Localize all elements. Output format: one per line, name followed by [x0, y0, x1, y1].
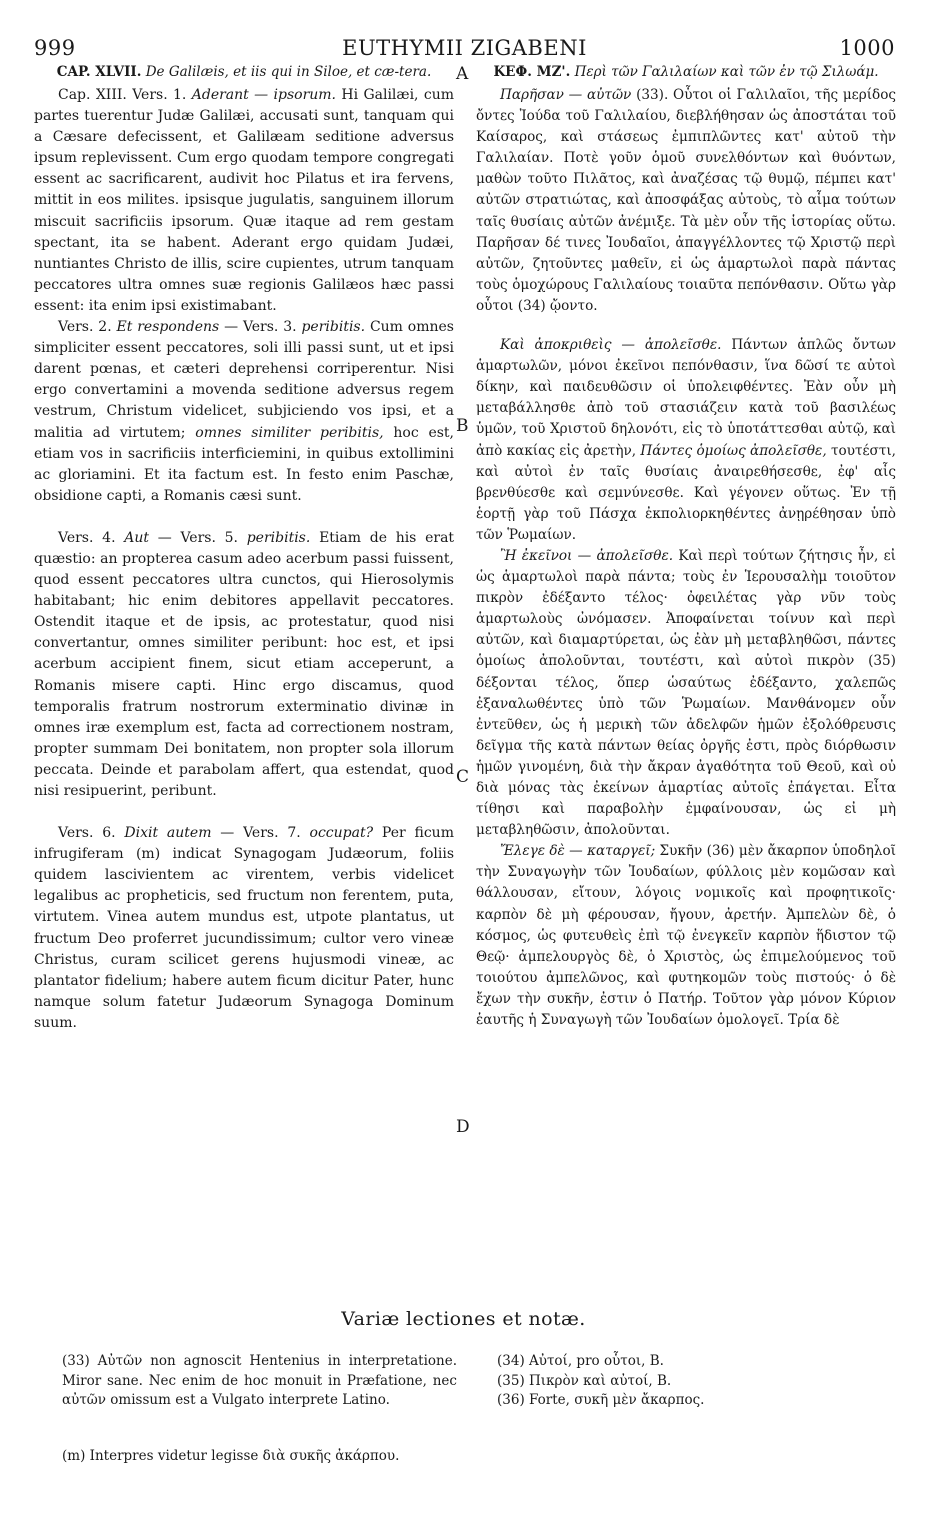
- greek-lemma: Καὶ ἀποκριθεὶς — ἀπολεῖσθε.: [500, 337, 722, 354]
- greek-column: [476, 64, 896, 1031]
- page-number-right: 1000: [839, 36, 895, 60]
- latin-chapter-title: De Galilæis, et iis qui in Siloe, et cæ-tera.: [145, 64, 432, 80]
- latin-verse-ref: Vers. 6.: [58, 825, 116, 842]
- latin-verse-ref: Vers. 2.: [58, 319, 112, 336]
- greek-lemma: Ἢ ἐκεῖνοι — ἀπολεῖσθε.: [500, 547, 674, 564]
- greek-text: τουτέστι, καὶ αὐτοὶ ἐν ταῖς θυσίαις ἀναιρεθήσεσθε, ἐφ' αἷς βρενθύεσθε καὶ σεμνύνεσθε. Καὶ γέγονεν οὕτως. Ἐν τῇ ἑορτῇ γὰρ τοῦ Πάσχα ἐκπολιορκηθέντες ἀνῃρέθησαν ὑπὸ τῶν Ῥωμαίων.: [476, 442, 896, 543]
- latin-lemma: Aut: [124, 529, 150, 546]
- notes-heading: Variæ lectiones et notæ.: [341, 1308, 586, 1330]
- section-marker-a: A: [456, 64, 469, 84]
- section-marker-b: B: [456, 416, 469, 436]
- greek-chapter-number: ΚΕΦ. ΜΖ'.: [493, 64, 571, 80]
- latin-text: hoc est, etiam vos in sacrificiis interficiemini, in quibus extollimini ac gloriamini. Et ita factum est. In festo enim Paschæ, obsidione capti, a Romanis cæsi sunt.: [34, 424, 454, 504]
- latin-paragraph-4: [34, 823, 454, 1034]
- latin-text: Etiam de his erat quæstio: an propterea casum adeo acerbum passi fuissent, quod essent peccatores ultra cunctos, qui Hierosolymis habitabant; hic enim debitores appellavit peccatores. Ostendit itaque et de ipsis, ac protestatur, quod nisi convertantur, omnes similiter peribunt: hoc est, et ipsi acerbum accipient finem, sicut etiam acceperunt, a Romanis misere capti. Hinc ergo discamus, quod temporalis fratrum nostrorum exterminatio divinæ in omnes iræ exemplum est, facta ad correctionem nostram, propter summam Dei bonitatem, non propter sola illorum peccata. Deinde et parabolam affert, qua estendat, quod nisi resipuerint, peribunt.: [34, 529, 455, 799]
- latin-paragraph-2: [34, 317, 454, 507]
- footnote-m: (m) Interpres videtur legisse διὰ συκῆς ἀκάρπου.: [62, 1448, 400, 1464]
- greek-text: (33). Οὗτοι οἱ Γαλιλαῖοι, τῆς μερίδος ὄντες Ἰούδα τοῦ Γαλιλαίου, διεβλήθησαν ὡς ἀποστάται τοῦ Καίσαρος, καὶ στάσεως ἐμπιπλῶντες κατ' αὐτοῦ τὴν Γαλιλαίαν. Ποτὲ γοῦν ὁμοῦ συνελθόντων καὶ θυόντων, μαθὼν τοῦτο Πιλᾶτος, καὶ ἀναζέσας τῷ θυμῷ, πέμπει κατ' αὐτῶν στρατιώτας, καὶ ἀποσφάξας αὐτοὺς, τὸ αἷμα τούτων ταῖς θυσίαις αὐτῶν ἀνέμιξε. Τὰ μὲν οὖν τῆς ἱστορίας οὕτω. Παρῆσαν δέ τινες Ἰουδαῖοι, ἀπαγγέλλοντες τῷ Χριστῷ περὶ αὐτῶν, ζητοῦντες μαθεῖν, εἰ ὡς ἁμαρτωλοὶ παρὰ πάντας τοὺς ὁμοχώρους Γαλιλαίους τοιαῦτα πεπόνθασιν. Οὕτω γὰρ οὗτοι (34) ᾤοντο.: [476, 87, 896, 314]
- greek-text: Πάντων ἁπλῶς ὄντων ἁμαρτωλῶν, μόνοι ἐκεῖνοι πεπόνθασιν, ἵνα δῶσί τε αὐτοὶ δίκην, καὶ παιδευθῶσιν οἱ ὑπολειφθέντες. Ἐὰν οὖν μὴ μεταβάλλησθε ἀπὸ τοῦ στασιάζειν κατὰ τοῦ βασιλέως ὑμῶν, τοῦ Χριστοῦ δηλονότι, εἰς τὸ ὑποτάττεσθαι αὐτῷ, καὶ ἀπὸ κακίας εἰς ἀρετὴν,: [476, 337, 896, 459]
- greek-quote: Πάντες ὁμοίως ἀπολεῖσθε,: [640, 442, 827, 459]
- latin-paragraph-3: [34, 528, 454, 802]
- notes-right-column: [497, 1352, 897, 1411]
- note-36: (36) Forte, συκῆ μὲν ἄκαρπος.: [497, 1392, 705, 1408]
- latin-verse-ref: — Vers. 5.: [157, 529, 238, 546]
- latin-lemma: peribitis.: [246, 529, 311, 546]
- latin-text: Cum omnes simpliciter essent peccatores, soli illi passi sunt, ut et ipsi darent pœnas, et cæteri deprehensi corriperentur. Nisi ergo convertamini a movenda seditione adversus regem vestrum, Christum videlicet, subjiciendo vos ipsi, et a malitia ad virtutem;: [34, 319, 454, 441]
- note-35: (35) Πικρὸν καὶ αὐτοί, B.: [497, 1372, 672, 1389]
- greek-text: Συκῆν (36) μὲν ἄκαρπον ὑποδηλοῖ τὴν Συναγωγὴν τῶν Ἰουδαίων, φύλλοις μὲν κομῶσαν καὶ θάλλουσαν, εἴτουν, λόγοις νομικοῖς καὶ προφητικοῖς· καρπὸν δὲ μὴ φέρουσαν, ἤγουν, ἀρετήν. Ἀμπελὼν δὲ, ὁ κόσμος, ὡς φυτευθεὶς ἐπὶ τῷ ἐνεγκεῖν καρπὸν ἥδιστον τῷ Θεῷ· ἀμπελουργὸς δὲ, ὁ Χριστὸς, ὡς ἐπιμελούμενος τοῦ τοιούτου ἀμπελῶνος, καὶ φυτηκομῶν τοὺς πιστούς· ὁ δὲ ἔχων τὴν συκῆν, ἐστιν ὁ Πατήρ. Τοῦτον γὰρ μόνον Κύριον ἑαυτῆς ἡ Συναγωγὴ τῶν Ἰουδαίων ὁμολογεῖ. Τρία δὲ: [476, 843, 897, 1029]
- latin-chapter-number: CAP. XLVII.: [56, 64, 142, 80]
- greek-paragraph-3: [476, 546, 896, 841]
- latin-chapter-heading: [34, 64, 454, 81]
- latin-verse-ref: Vers. 4.: [58, 529, 116, 546]
- latin-lemma: occupat?: [309, 825, 374, 842]
- latin-quote: omnes similiter peribitis,: [195, 424, 384, 441]
- latin-lemma: Dixit autem: [124, 825, 212, 842]
- latin-paragraph-1: [34, 85, 454, 317]
- notes-left-column: [62, 1352, 457, 1411]
- latin-verse-ref: Cap. XIII. Vers. 1.: [58, 87, 187, 103]
- section-marker-d: D: [456, 1117, 470, 1137]
- running-header: [34, 36, 895, 62]
- greek-paragraph-4: [476, 841, 896, 1031]
- note-34: (34) Αὐτοί, pro οὗτοι, B.: [497, 1353, 664, 1369]
- greek-chapter-heading: [476, 64, 896, 81]
- latin-lemma: peribitis.: [301, 319, 366, 336]
- latin-verse-ref: — Vers. 3.: [224, 319, 297, 336]
- latin-lemma: Et respondens: [116, 319, 220, 336]
- greek-lemma: Ἔλεγε δὲ — καταργεῖ;: [500, 843, 656, 860]
- running-title: EUTHYMII ZIGABENI: [342, 36, 587, 60]
- latin-verse-ref: — Vers. 7.: [220, 825, 301, 842]
- latin-text: Hi Galilæi, cum partes tuerentur Judæ Galilæi, accusati sunt, tanquam qui a Cæsare defecissent, et Galilæam seditione adversus ipsum replevissent. Cum ergo quodam tempore congregati essent ac sacrificarent, audivit hoc Pilatus et ira fervens, mittit in eos milites. ipsisque jugulatis, sanguinem illorum miscuit sacrificiis ipsorum. Quæ itaque ad rem gestam spectant, ita se habent. Aderant ergo quidam Judæi, nuntiantes Christo de illis, scire cupientes, utrum tanquam peccatores ultra omnes suæ regionis Galilæos hæc passi essent: ita enim ipsi existimabant.: [34, 87, 454, 314]
- greek-paragraph-1: [476, 85, 896, 317]
- latin-lemma: Aderant — ipsorum.: [191, 87, 337, 103]
- latin-text: Per ficum infrugiferam (m) indicat Synagogam Judæorum, foliis quidem lascivientem ac virentem, verbis videlicet legalibus ac propheticis, sed fructum non ferentem, puta, virtutem. Vinea autem mundus est, utpote plantatus, ut fructum Deo proferret jucundissimum; cultor vero vineæ Christus, curam scilicet gerens hujusmodi vineæ, ac plantator fidelium; habere autem ficum dicitur Pater, hunc namque solum fatetur Judæorum Synagoga Dominum suum.: [34, 825, 454, 1031]
- greek-lemma: Παρῆσαν — αὐτῶν: [500, 87, 632, 103]
- greek-text: Καὶ περὶ τούτων ζήτησις ἦν, εἰ ὡς ἁμαρτωλοὶ παρὰ πάντα; τοὺς ἐν Ἱερουσαλὴμ τοιοῦτον πικρὸν ἐδέξαντο τέλος· ὀφειλέτας γὰρ νῦν τοὺς ἁμαρτωλοὺς ὠνόμασεν. Ἀποφαίνεται τοίνυν καὶ περὶ αὐτῶν, καὶ διαμαρτύρεται, ὡς ἐὰν μὴ μεταβληθῶσι, πάντες ὁμοίως ἀπολοῦνται, τουτέστι, καὶ αὐτοὶ πικρὸν (35) δέξονται τέλος, ὅπερ ὡσαύτως ἐδέξαντο, χαλεπῶς ἐξαναλωθέντες ὑπὸ τῶν Ῥωμαίων. Μανθάνομεν οὖν ἐντεῦθεν, ὡς ἡ μερικὴ τῶν ἀδελφῶν ἡμῶν ἐξολόθρευσις δεῖγμα τῆς κατὰ πάντων θείας ὀργῆς ἐστι, πρὸς διόρθωσιν ἡμῶν γινομένη, διὰ τὴν ἄκραν ἀγαθότητα τοῦ Θεοῦ, καὶ οὐ διὰ μόνας τὰς ἐκείνων ἁμαρτίας αὐτοῖς ἐπάγεται. Εἶτα τίθησι καὶ παραβολὴν ἐμφαίνουσαν, ὡς εἰ μὴ μεταβληθῶσιν, ἀπολοῦνται.: [476, 547, 896, 839]
- greek-chapter-title: Περὶ τῶν Γαλιλαίων καὶ τῶν ἐν τῷ Σιλωάμ.: [574, 64, 879, 80]
- latin-column: [34, 64, 454, 1034]
- greek-paragraph-2: [476, 335, 896, 546]
- note-33: (33) Αὐτῶν non agnoscit Hentenius in interpretatione. Miror sane. Nec enim de hoc monuit in Præfatione, nec αὐτῶν omissum est a Vulgato interprete Latino.: [62, 1353, 457, 1408]
- page-number-left: 999: [34, 36, 76, 60]
- section-marker-c: C: [456, 767, 470, 787]
